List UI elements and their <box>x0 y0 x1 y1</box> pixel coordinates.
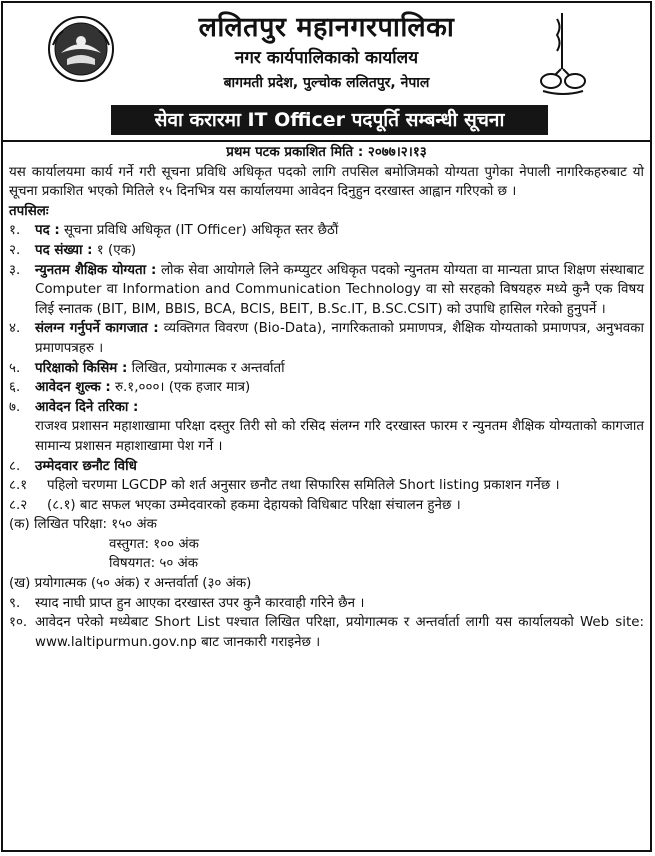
list-item <box>9 457 644 477</box>
list-item <box>9 319 644 358</box>
notice-banner: सेवा करारमा IT Officer पदपूर्ति सम्बन्धी सूचना <box>111 105 548 135</box>
item-number: १. <box>9 223 21 239</box>
item-text: लिखित, प्रयोगात्मक र अन्तर्वार्ता <box>127 360 285 376</box>
letterhead <box>3 3 650 131</box>
lalitpur-metropolitan-logo-icon <box>533 9 593 97</box>
notice-body <box>9 143 644 652</box>
item-number: १०. <box>9 615 28 631</box>
item-text: सूचना प्रविधि अधिकृत (IT Officer) अधिकृत स्तर छैठौं <box>59 223 339 239</box>
list-item <box>9 594 644 614</box>
sub-item <box>9 476 644 496</box>
practical-interview-line: (ख) प्रयोगात्मक (५० अंक) र अन्तर्वार्ता (३० अंक) <box>9 576 252 592</box>
item-number: ७. <box>9 399 21 415</box>
item-label: उम्मेदवार छनौट विधि <box>35 458 137 474</box>
item-text: व्यक्तिगत विवरण (Bio-Data), नागरिकताको प्रमाणपत्र, शैक्षिक योग्यताको प्रमाणपत्र, अनुभवका प्रमाणपत्रहरु । <box>35 321 644 356</box>
item-label: आवेदन दिने तरिका : <box>35 399 139 415</box>
item-label: न्युनतम शैक्षिक योग्यता : <box>35 262 157 278</box>
item-number: ८.१ <box>9 478 28 494</box>
item-number: ५. <box>9 360 21 376</box>
written-exam-line: (क) लिखित परिक्षा: १५० अंक <box>9 517 157 533</box>
item-number: ३. <box>9 262 21 278</box>
item-label: संलग्न गर्नुपर्ने कागजात : <box>35 321 159 337</box>
application-method-text: राजश्व प्रशासन महाशाखामा परिक्षा दस्तुर तिरी सो को रसिद संलग्न गरि दरखास्त फारम र न्युनतम शैक्षिक योग्यताको कागजात सामान्य प्रशासन महाशाखामा पेश गर्ने । <box>35 419 644 454</box>
office-subtitle: नगर कार्यपालिकाको कार्यालय <box>234 48 419 68</box>
tapasil-heading: तपसिलः <box>9 203 49 219</box>
list-item <box>9 261 644 320</box>
list-item <box>9 613 644 652</box>
subjective-marks-line: विषयगत: ५० अंक <box>109 556 199 572</box>
list-item <box>9 221 644 241</box>
item-number: ४. <box>9 321 21 337</box>
item-number: ८. <box>9 458 21 474</box>
item-text: पहिलो चरणमा LGCDP को शर्त अनुसार छनौट तथा सिफारिस समितिले Short listing प्रकाशन गर्नेछ । <box>47 478 560 494</box>
item-number: ८.२ <box>9 497 28 513</box>
item-text: १ (एक) <box>92 242 137 258</box>
item-text: रु.१,०००। (एक हजार मात्र) <box>110 380 251 396</box>
list-item <box>9 241 644 261</box>
notice-page <box>1 1 652 852</box>
list-item <box>9 359 644 379</box>
office-title: ललितपुर महानगरपालिका <box>198 12 455 43</box>
item-number: ९. <box>9 595 21 611</box>
intro-paragraph: यस कार्यालयमा कार्य गर्ने गरी सूचना प्रविधि अधिकृत पदको लागि तपसिल बमोजिमको योग्यता पुगेका नेपाली नागरिकहरुबाट यो सूचना प्रकाशित भएको मितिले १५ दिनभित्र यस कार्यालयमा आवेदन दिनुहुन दरखास्त आह्वान गरिएको छ । <box>9 164 644 200</box>
header-rule <box>3 140 650 142</box>
item-number: २. <box>9 242 21 258</box>
publish-date: प्रथम पटक प्रकाशित मिति : २०७७।२।१३ <box>226 145 427 160</box>
item-label: पद संख्या : <box>35 242 93 258</box>
list-item <box>9 398 644 418</box>
item-text: स्याद नाघी प्राप्त हुन आएका दरखास्त उपर कुनै कारवाही गरिने छैन । <box>35 595 365 611</box>
item-number: ६. <box>9 380 21 396</box>
sub-item <box>9 496 644 516</box>
item-text: आवेदन परेको मध्येबाट Short List पश्चात लिखित परिक्षा, प्रयोगात्मक र अन्तर्वार्ता लागी यस कार्यालयको Web site: www.laltipurmun.gov.np बाट जानकारी गराइनेछ । <box>35 615 644 650</box>
objective-marks-line: वस्तुगत: १०० अंक <box>109 536 199 552</box>
list-item <box>9 378 644 398</box>
item-label: आवेदन शुल्क : <box>35 380 111 396</box>
item-label: पद : <box>35 223 60 239</box>
office-address: बागमती प्रदेश, पुल्चोक ललितपुर, नेपाल <box>223 75 430 91</box>
item-text: (८.१) बाट सफल भएका उम्मेदवारको हकमा देहायको विधिबाट परिक्षा संचालन हुनेछ । <box>47 497 461 513</box>
item-label: परिक्षाको किसिम : <box>35 360 128 376</box>
item-text: लोक सेवा आयोगले लिने कम्प्युटर अधिकृत पदको न्युनतम योग्यता वा मान्यता प्राप्त शिक्षण संस्थाबाट Computer वा Information and Communication Technology वा सो सरहको विषयहरु मध्ये कुनै एक विषय लिई स्नातक (BIT, BIM, BBIS, BCA, BCIS, BEIT, B.Sc.IT, B.SC.CSIT) को उपाधि हासिल गरेको हुनुपर्ने । <box>35 262 644 317</box>
